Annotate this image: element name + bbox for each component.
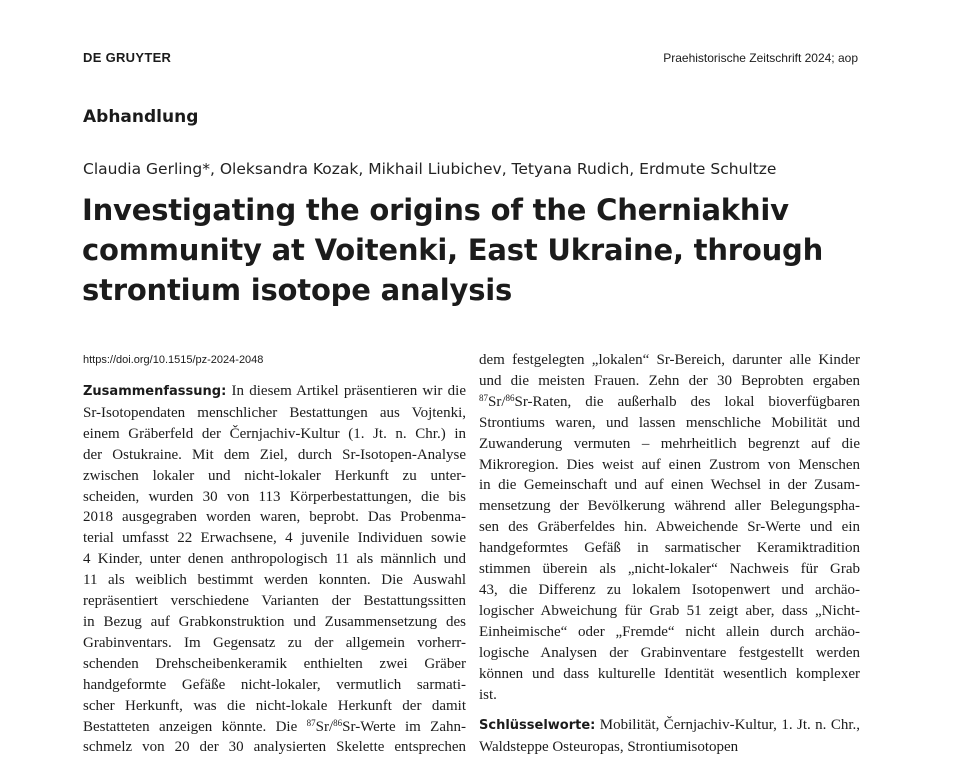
abstract-line: scher Herkunft, was die nicht-lokale Herkunft der damit <box>83 697 466 714</box>
abstract-line: ist. <box>479 686 497 703</box>
publisher-name: DE GRUYTER <box>83 50 172 65</box>
abstract-line: einem Gräberfeld der Černjachiv-Kultur (1. Jt. n. Chr.) in <box>83 425 466 442</box>
abstract-line: 11 als weiblich bestimmt werden konnten. Die Auswahl <box>83 572 466 589</box>
keywords-line: Waldsteppe Osteuropas, Strontiumisotopen <box>479 738 739 755</box>
abstract-line: handgeformtes Gefäß in sarmatischer Keramiktradition <box>479 540 860 557</box>
abstract-line: schenden Drehscheibenkeramik enthielten zwei Gräber <box>83 655 466 672</box>
abstract-line: in Bezug auf Grabkonstruktion und Zusammensetzung des <box>83 613 466 630</box>
abstract-line: stimmen überein als „nicht-lokaler“ Nachweis für Grab <box>479 561 860 578</box>
abstract-line: logische Analysen der Grabinventare festgestellt werden <box>479 644 860 661</box>
abstract-line: Zusammenfassung: In diesem Artikel präsentieren wir die <box>83 383 466 399</box>
abstract-line: mensetzung der Bevölkerung während aller Belegungspha- <box>479 498 860 515</box>
abstract-line: scheiden, wurden 30 von 113 Körperbestattungen, die bis <box>83 488 466 505</box>
abstract-line: logischer Abweichung für Grab 51 zeigt aber, dass „Nicht- <box>479 602 860 619</box>
abstract-line: Bestatteten anzeigen könnte. Die $^{87}$Sr/$^{86}$Sr-Werte im Zahn- <box>83 717 466 735</box>
abstract-line: sen des Gräberfeldes hin. Abweichende Sr-Werte und ein <box>479 519 860 536</box>
abstract-line: Mikroregion. Dies weist auf einen Zustrom von Menschen <box>479 456 860 473</box>
abstract-line: dem festgelegten „lokalen“ Sr-Bereich, darunter alle Kinder <box>479 352 860 368</box>
abstract-line: in die Gemeinschaft und auf einen Wechsel in der Zusam- <box>479 477 860 494</box>
keywords-line: Schlüsselworte: Mobilität, Černjachiv-Kultur, 1. Jt. n. Chr., <box>479 717 861 733</box>
abstract-line: 43, die Differenz zu lokalem Isotopenwert und archäo- <box>479 581 860 598</box>
abstract-line: terial umfasst 22 Erwachsene, 4 juvenile Individuen sowie <box>83 530 466 547</box>
doi-link[interactable]: https://doi.org/10.1515/pz-2024-2048 <box>83 354 264 366</box>
abstract-line: schmelz von 20 der 30 analysierten Skelette entsprechen <box>83 739 466 756</box>
abstract-line: zwischen lokaler und nicht-lokaler Herkunft zu unter- <box>83 467 466 484</box>
title-line: strontium isotope analysis <box>82 273 513 307</box>
title-line: Investigating the origins of the Cherniakhiv <box>82 193 789 227</box>
isotope-superscript: 87 <box>479 392 488 403</box>
abstract-line: Strontiums waren, und lassen menschliche Mobilität und <box>479 414 860 431</box>
journal-citation: Praehistorische Zeitschrift 2024; aop <box>663 51 858 65</box>
abstract-line: Einheimische“ oder „Fremde“ nicht allein durch archäo- <box>479 623 860 640</box>
abstract-column-right <box>479 350 860 705</box>
isotope-superscript: 87 <box>306 717 316 728</box>
abstract-line: Sr-Isotopendaten menschlicher Bestattungen aus Vojtenki, <box>83 404 466 421</box>
keywords-label: Schlüsselworte: <box>479 718 596 733</box>
article-type: Abhandlung <box>83 107 199 127</box>
isotope-superscript: 86 <box>505 392 515 403</box>
abstract-line: der Ostukraine. Mit dem Ziel, durch Sr-Isotopen-Analyse <box>83 446 466 463</box>
abstract-line: und die meisten Frauen. Zehn der 30 Beprobten ergaben <box>479 372 860 389</box>
abstract-label: Zusammenfassung: <box>83 384 227 399</box>
abstract-line: 2018 ausgegraben worden waren, beprobt. Das Probenma- <box>83 509 466 526</box>
isotope-superscript: 86 <box>333 717 343 728</box>
author-list: Claudia Gerling*, Oleksandra Kozak, Mikhail Liubichev, Tetyana Rudich, Erdmute Schultze <box>83 160 777 178</box>
abstract-line: können und dass kulturelle Identität wesentlich komplexer <box>479 665 860 682</box>
abstract-column-left <box>83 381 466 758</box>
abstract-line: Zuwanderung vermuten – mehrheitlich begrenzt auf die <box>479 435 860 452</box>
keywords-block <box>479 715 860 758</box>
abstract-line: Grabinventars. Im Gegensatz zu der allgemein vorherr- <box>83 634 466 651</box>
abstract-line: $^{87}$Sr/$^{86}$Sr-Raten, die außerhalb des lokal bioverfügbaren <box>479 392 860 410</box>
title-line: community at Voitenki, East Ukraine, through <box>82 233 824 267</box>
abstract-line: 4 Kinder, unter denen anthropologisch 11 als männlich und <box>83 551 466 568</box>
abstract-line: handgeformte Gefäße nicht-lokaler, vermutlich sarmati- <box>83 676 466 693</box>
abstract-line: repräsentiert verschiedene Varianten der Bestattungssitten <box>83 593 466 610</box>
article-title <box>82 190 862 310</box>
